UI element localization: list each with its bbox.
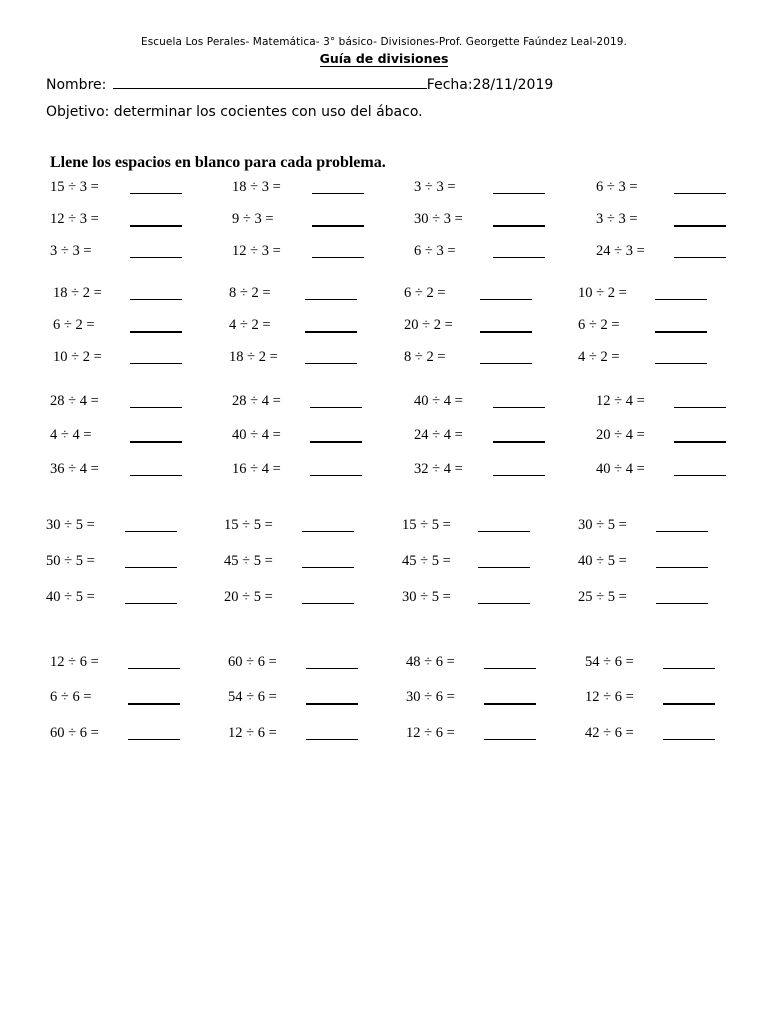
answer-blank[interactable] [305,331,357,333]
answer-blank[interactable] [302,567,354,568]
division-problem: 8 ÷ 2 = [404,349,446,365]
division-problem: 15 ÷ 3 = [50,179,99,195]
answer-blank[interactable] [310,441,362,443]
answer-blank[interactable] [484,703,536,705]
answer-blank[interactable] [130,193,182,194]
division-problem: 25 ÷ 5 = [578,589,627,605]
division-problem: 12 ÷ 3 = [50,211,99,227]
division-problem: 3 ÷ 3 = [414,179,456,195]
division-problem: 4 ÷ 2 = [229,317,271,333]
division-problem: 54 ÷ 6 = [585,654,634,670]
division-problem: 20 ÷ 5 = [224,589,273,605]
answer-blank[interactable] [663,668,715,669]
division-problem: 18 ÷ 2 = [229,349,278,365]
answer-blank[interactable] [493,225,545,227]
division-problem: 28 ÷ 4 = [50,393,99,409]
division-problem: 3 ÷ 3 = [50,243,92,259]
objective-text: Objetivo: determinar los cocientes con uso del ábaco. [46,104,423,120]
answer-blank[interactable] [480,363,532,364]
division-problem: 60 ÷ 6 = [228,654,277,670]
answer-blank[interactable] [493,407,545,408]
answer-blank[interactable] [312,257,364,258]
division-problem: 10 ÷ 2 = [53,349,102,365]
name-label: Nombre: [46,77,111,93]
answer-blank[interactable] [663,739,715,740]
answer-blank[interactable] [655,363,707,364]
division-problem: 4 ÷ 2 = [578,349,620,365]
division-problem: 32 ÷ 4 = [414,461,463,477]
division-problem: 20 ÷ 4 = [596,427,645,443]
division-problem: 42 ÷ 6 = [585,725,634,741]
answer-blank[interactable] [478,567,530,568]
division-problem: 15 ÷ 5 = [402,517,451,533]
name-date-line [46,76,553,93]
division-problem: 36 ÷ 4 = [50,461,99,477]
division-problem: 12 ÷ 6 = [406,725,455,741]
division-problem: 12 ÷ 6 = [228,725,277,741]
answer-blank[interactable] [480,331,532,333]
answer-blank[interactable] [130,225,182,227]
answer-blank[interactable] [493,475,545,476]
division-problem: 50 ÷ 5 = [46,553,95,569]
answer-blank[interactable] [125,531,177,532]
division-problem: 45 ÷ 5 = [224,553,273,569]
division-problem: 40 ÷ 4 = [414,393,463,409]
division-problem: 3 ÷ 3 = [596,211,638,227]
division-problem: 6 ÷ 2 = [53,317,95,333]
division-problem: 12 ÷ 6 = [585,689,634,705]
answer-blank[interactable] [493,193,545,194]
page-title [0,51,768,66]
division-problem: 6 ÷ 3 = [414,243,456,259]
answer-blank[interactable] [484,739,536,740]
instructions-text: Llene los espacios en blanco para cada problema. [50,154,386,171]
answer-blank[interactable] [130,363,182,364]
answer-blank[interactable] [674,407,726,408]
answer-blank[interactable] [305,299,357,300]
division-problem: 30 ÷ 3 = [414,211,463,227]
answer-blank[interactable] [655,331,707,333]
division-problem: 48 ÷ 6 = [406,654,455,670]
division-problem: 54 ÷ 6 = [228,689,277,705]
division-problem: 30 ÷ 5 = [578,517,627,533]
division-problem: 24 ÷ 4 = [414,427,463,443]
division-problem: 40 ÷ 4 = [596,461,645,477]
division-problem: 6 ÷ 6 = [50,689,92,705]
division-problem: 4 ÷ 4 = [50,427,92,443]
division-problem: 28 ÷ 4 = [232,393,281,409]
division-problem: 8 ÷ 2 = [229,285,271,301]
answer-blank[interactable] [125,603,177,604]
answer-blank[interactable] [674,441,726,443]
division-problem: 30 ÷ 6 = [406,689,455,705]
name-blank[interactable] [113,76,427,89]
answer-blank[interactable] [306,739,358,740]
division-problem: 10 ÷ 2 = [578,285,627,301]
answer-blank[interactable] [306,668,358,669]
answer-blank[interactable] [656,603,708,604]
answer-blank[interactable] [130,299,182,300]
school-header: Escuela Los Perales- Matemática- 3° básico- Divisiones-Prof. Georgette Faúndez Leal-2019. [140,36,627,48]
answer-blank[interactable] [128,668,180,669]
division-problem: 15 ÷ 5 = [224,517,273,533]
answer-blank[interactable] [130,257,182,258]
division-problem: 30 ÷ 5 = [46,517,95,533]
division-problem: 20 ÷ 2 = [404,317,453,333]
answer-blank[interactable] [312,193,364,194]
division-problem: 40 ÷ 5 = [578,553,627,569]
division-problem: 9 ÷ 3 = [232,211,274,227]
answer-blank[interactable] [306,703,358,705]
answer-blank[interactable] [302,531,354,532]
answer-blank[interactable] [478,531,530,532]
division-problem: 30 ÷ 5 = [402,589,451,605]
answer-blank[interactable] [480,299,532,300]
answer-blank[interactable] [130,475,182,476]
answer-blank[interactable] [302,603,354,604]
date-label: Fecha:28/11/2019 [426,77,554,93]
answer-blank[interactable] [128,703,180,705]
page-title-text: Guía de divisiones [319,51,449,66]
answer-blank[interactable] [493,441,545,443]
answer-blank[interactable] [674,475,726,476]
division-problem: 6 ÷ 2 = [578,317,620,333]
answer-blank[interactable] [128,739,180,740]
division-problem: 6 ÷ 3 = [596,179,638,195]
answer-blank[interactable] [655,299,707,300]
answer-blank[interactable] [663,703,715,705]
division-problem: 12 ÷ 6 = [50,654,99,670]
division-problem: 24 ÷ 3 = [596,243,645,259]
division-problem: 12 ÷ 3 = [232,243,281,259]
division-problem: 6 ÷ 2 = [404,285,446,301]
answer-blank[interactable] [130,441,182,443]
division-problem: 16 ÷ 4 = [232,461,281,477]
division-problem: 60 ÷ 6 = [50,725,99,741]
answer-blank[interactable] [130,407,182,408]
division-problem: 40 ÷ 5 = [46,589,95,605]
division-problem: 18 ÷ 3 = [232,179,281,195]
answer-blank[interactable] [312,225,364,227]
answer-blank[interactable] [656,567,708,568]
answer-blank[interactable] [674,257,726,258]
answer-blank[interactable] [656,531,708,532]
answer-blank[interactable] [310,475,362,476]
answer-blank[interactable] [130,331,182,333]
answer-blank[interactable] [493,257,545,258]
answer-blank[interactable] [310,407,362,408]
division-problem: 40 ÷ 4 = [232,427,281,443]
answer-blank[interactable] [478,603,530,604]
answer-blank[interactable] [125,567,177,568]
answer-blank[interactable] [674,225,726,227]
division-problem: 45 ÷ 5 = [402,553,451,569]
division-problem: 12 ÷ 4 = [596,393,645,409]
division-problem: 18 ÷ 2 = [53,285,102,301]
answer-blank[interactable] [484,668,536,669]
answer-blank[interactable] [674,193,726,194]
answer-blank[interactable] [305,363,357,364]
